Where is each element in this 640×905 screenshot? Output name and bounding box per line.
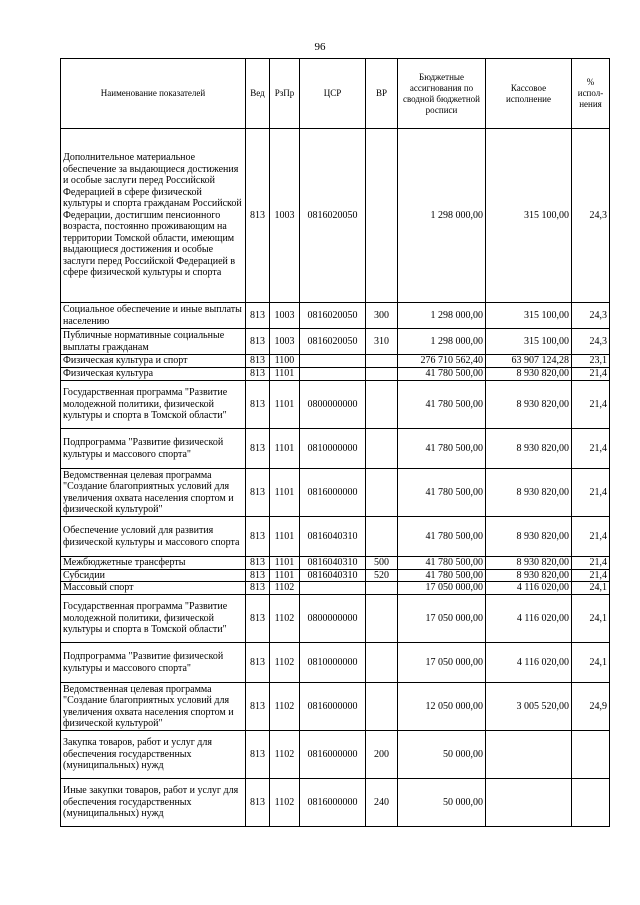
cell-vr — [366, 129, 398, 303]
cell-cash — [486, 731, 572, 779]
cell-vr: 310 — [366, 329, 398, 355]
table-row — [61, 381, 610, 429]
cell-budget: 41 780 500,00 — [398, 469, 486, 517]
table-row — [61, 731, 610, 779]
table-row — [61, 582, 610, 595]
cell-pct: 21,4 — [572, 517, 610, 557]
cell-name: Межбюджетные трансферты — [61, 557, 246, 570]
cell-pct: 21,4 — [572, 381, 610, 429]
cell-pct — [572, 779, 610, 827]
header-cash: Кассовое исполнение — [486, 59, 572, 129]
cell-ved: 813 — [246, 303, 270, 329]
cell-cash: 8 930 820,00 — [486, 429, 572, 469]
cell-budget: 17 050 000,00 — [398, 643, 486, 683]
table-row — [61, 469, 610, 517]
cell-rzpr: 1101 — [270, 469, 300, 517]
header-rzpr: РзПр — [270, 59, 300, 129]
cell-pct: 24,3 — [572, 129, 610, 303]
cell-cash: 8 930 820,00 — [486, 469, 572, 517]
table-row — [61, 355, 610, 368]
cell-name: Государственная программа "Развитие молодежной политики, физической культуры и спорта в Томской области" — [61, 595, 246, 643]
cell-name: Социальное обеспечение и иные выплаты населению — [61, 303, 246, 329]
cell-cash: 315 100,00 — [486, 303, 572, 329]
cell-vr — [366, 355, 398, 368]
cell-csr: 0800000000 — [300, 381, 366, 429]
cell-csr: 0816040310 — [300, 517, 366, 557]
table-row — [61, 643, 610, 683]
cell-csr — [300, 368, 366, 381]
cell-budget: 41 780 500,00 — [398, 557, 486, 570]
cell-csr: 0816000000 — [300, 683, 366, 731]
cell-rzpr: 1102 — [270, 595, 300, 643]
cell-name: Дополнительное материальное обеспечение за выдающиеся достижения и особые заслуги перед Российской Федерацией в сфере физической культуры и спорта гражданам Российской Федерации, достигшим пенсионного возраста, постоянно проживающим на территории Томской области, имеющим выдающиеся достижения и особые заслуги перед Российской Федерацией в сфере физической культуры и спорта — [61, 129, 246, 303]
cell-csr: 0816020050 — [300, 129, 366, 303]
cell-cash: 8 930 820,00 — [486, 517, 572, 557]
cell-vr: 240 — [366, 779, 398, 827]
cell-csr: 0816000000 — [300, 731, 366, 779]
cell-ved: 813 — [246, 569, 270, 582]
cell-vr — [366, 582, 398, 595]
cell-name: Физическая культура и спорт — [61, 355, 246, 368]
cell-pct: 24,3 — [572, 303, 610, 329]
cell-vr — [366, 469, 398, 517]
cell-name: Массовый спорт — [61, 582, 246, 595]
table-row — [61, 429, 610, 469]
cell-rzpr: 1101 — [270, 429, 300, 469]
table-row — [61, 779, 610, 827]
cell-vr — [366, 381, 398, 429]
cell-cash: 315 100,00 — [486, 129, 572, 303]
cell-ved: 813 — [246, 595, 270, 643]
table-row — [61, 683, 610, 731]
cell-rzpr: 1003 — [270, 303, 300, 329]
cell-name: Физическая культура — [61, 368, 246, 381]
cell-cash: 8 930 820,00 — [486, 381, 572, 429]
cell-name: Ведомственная целевая программа "Создание благоприятных условий для увеличения охвата населения спортом и физической культурой" — [61, 469, 246, 517]
cell-ved: 813 — [246, 683, 270, 731]
cell-csr: 0816040310 — [300, 557, 366, 570]
cell-ved: 813 — [246, 779, 270, 827]
header-vr: ВР — [366, 59, 398, 129]
cell-vr — [366, 517, 398, 557]
cell-cash — [486, 779, 572, 827]
cell-pct — [572, 731, 610, 779]
cell-rzpr: 1101 — [270, 381, 300, 429]
header-budget: Бюджетные ассигнования по сводной бюджетной росписи — [398, 59, 486, 129]
cell-pct: 24,9 — [572, 683, 610, 731]
cell-rzpr: 1003 — [270, 129, 300, 303]
cell-csr: 0816020050 — [300, 329, 366, 355]
cell-budget: 1 298 000,00 — [398, 303, 486, 329]
cell-pct: 21,4 — [572, 429, 610, 469]
table-row — [61, 129, 610, 303]
cell-rzpr: 1101 — [270, 368, 300, 381]
budget-execution-table — [60, 58, 610, 827]
cell-cash: 63 907 124,28 — [486, 355, 572, 368]
header-ved: Вед — [246, 59, 270, 129]
cell-cash: 8 930 820,00 — [486, 569, 572, 582]
cell-ved: 813 — [246, 368, 270, 381]
cell-cash: 4 116 020,00 — [486, 643, 572, 683]
cell-cash: 3 005 520,00 — [486, 683, 572, 731]
cell-vr: 200 — [366, 731, 398, 779]
cell-ved: 813 — [246, 517, 270, 557]
cell-rzpr: 1102 — [270, 779, 300, 827]
cell-cash: 4 116 020,00 — [486, 595, 572, 643]
table-row — [61, 517, 610, 557]
cell-name: Ведомственная целевая программа "Создание благоприятных условий для увеличения охвата населения спортом и физической культурой" — [61, 683, 246, 731]
cell-vr: 520 — [366, 569, 398, 582]
cell-vr: 500 — [366, 557, 398, 570]
cell-pct: 24,1 — [572, 643, 610, 683]
table-row — [61, 303, 610, 329]
cell-ved: 813 — [246, 557, 270, 570]
cell-pct: 24,1 — [572, 582, 610, 595]
cell-cash: 4 116 020,00 — [486, 582, 572, 595]
cell-rzpr: 1100 — [270, 355, 300, 368]
cell-rzpr: 1102 — [270, 582, 300, 595]
cell-pct: 21,4 — [572, 557, 610, 570]
cell-name: Закупка товаров, работ и услуг для обеспечения государственных (муниципальных) нужд — [61, 731, 246, 779]
cell-pct: 21,4 — [572, 469, 610, 517]
cell-budget: 41 780 500,00 — [398, 569, 486, 582]
cell-ved: 813 — [246, 582, 270, 595]
cell-budget: 12 050 000,00 — [398, 683, 486, 731]
cell-name: Подпрограмма "Развитие физической культуры и массового спорта" — [61, 643, 246, 683]
cell-vr — [366, 595, 398, 643]
header-csr: ЦСР — [300, 59, 366, 129]
cell-rzpr: 1101 — [270, 517, 300, 557]
cell-name: Подпрограмма "Развитие физической культуры и массового спорта" — [61, 429, 246, 469]
cell-budget: 276 710 562,40 — [398, 355, 486, 368]
cell-csr: 0816000000 — [300, 469, 366, 517]
cell-csr — [300, 582, 366, 595]
cell-name: Иные закупки товаров, работ и услуг для обеспечения государственных (муниципальных) нужд — [61, 779, 246, 827]
cell-csr: 0810000000 — [300, 429, 366, 469]
page-number: 96 — [314, 41, 326, 53]
cell-pct: 21,4 — [572, 569, 610, 582]
cell-rzpr: 1102 — [270, 643, 300, 683]
cell-budget: 41 780 500,00 — [398, 429, 486, 469]
cell-rzpr: 1101 — [270, 557, 300, 570]
cell-cash: 315 100,00 — [486, 329, 572, 355]
cell-pct: 23,1 — [572, 355, 610, 368]
cell-pct: 21,4 — [572, 368, 610, 381]
cell-budget: 1 298 000,00 — [398, 329, 486, 355]
cell-vr — [366, 429, 398, 469]
cell-csr — [300, 355, 366, 368]
cell-ved: 813 — [246, 469, 270, 517]
header-name: Наименование показателей — [61, 59, 246, 129]
cell-budget: 50 000,00 — [398, 731, 486, 779]
cell-vr — [366, 683, 398, 731]
cell-vr — [366, 643, 398, 683]
cell-cash: 8 930 820,00 — [486, 368, 572, 381]
cell-csr: 0816040310 — [300, 569, 366, 582]
cell-pct: 24,3 — [572, 329, 610, 355]
table-row — [61, 368, 610, 381]
cell-ved: 813 — [246, 329, 270, 355]
cell-rzpr: 1003 — [270, 329, 300, 355]
cell-budget: 1 298 000,00 — [398, 129, 486, 303]
cell-budget: 50 000,00 — [398, 779, 486, 827]
cell-pct: 24,1 — [572, 595, 610, 643]
table-row — [61, 595, 610, 643]
cell-ved: 813 — [246, 381, 270, 429]
cell-budget: 17 050 000,00 — [398, 595, 486, 643]
cell-cash: 8 930 820,00 — [486, 557, 572, 570]
header-pct: % испол-нения — [572, 59, 610, 129]
cell-ved: 813 — [246, 643, 270, 683]
cell-budget: 41 780 500,00 — [398, 368, 486, 381]
cell-ved: 813 — [246, 355, 270, 368]
cell-csr: 0816020050 — [300, 303, 366, 329]
cell-rzpr: 1101 — [270, 569, 300, 582]
cell-ved: 813 — [246, 429, 270, 469]
table-row — [61, 569, 610, 582]
cell-vr — [366, 368, 398, 381]
table-row — [61, 557, 610, 570]
cell-budget: 41 780 500,00 — [398, 381, 486, 429]
cell-csr: 0816000000 — [300, 779, 366, 827]
cell-ved: 813 — [246, 731, 270, 779]
cell-csr: 0810000000 — [300, 643, 366, 683]
cell-name: Публичные нормативные социальные выплаты гражданам — [61, 329, 246, 355]
cell-name: Субсидии — [61, 569, 246, 582]
cell-name: Обеспечение условий для развития физической культуры и массового спорта — [61, 517, 246, 557]
cell-budget: 41 780 500,00 — [398, 517, 486, 557]
cell-rzpr: 1102 — [270, 683, 300, 731]
cell-name: Государственная программа "Развитие молодежной политики, физической культуры и спорта в Томской области" — [61, 381, 246, 429]
cell-budget: 17 050 000,00 — [398, 582, 486, 595]
cell-vr: 300 — [366, 303, 398, 329]
cell-rzpr: 1102 — [270, 731, 300, 779]
table-row — [61, 329, 610, 355]
cell-csr: 0800000000 — [300, 595, 366, 643]
cell-ved: 813 — [246, 129, 270, 303]
table-header-row — [61, 59, 610, 129]
